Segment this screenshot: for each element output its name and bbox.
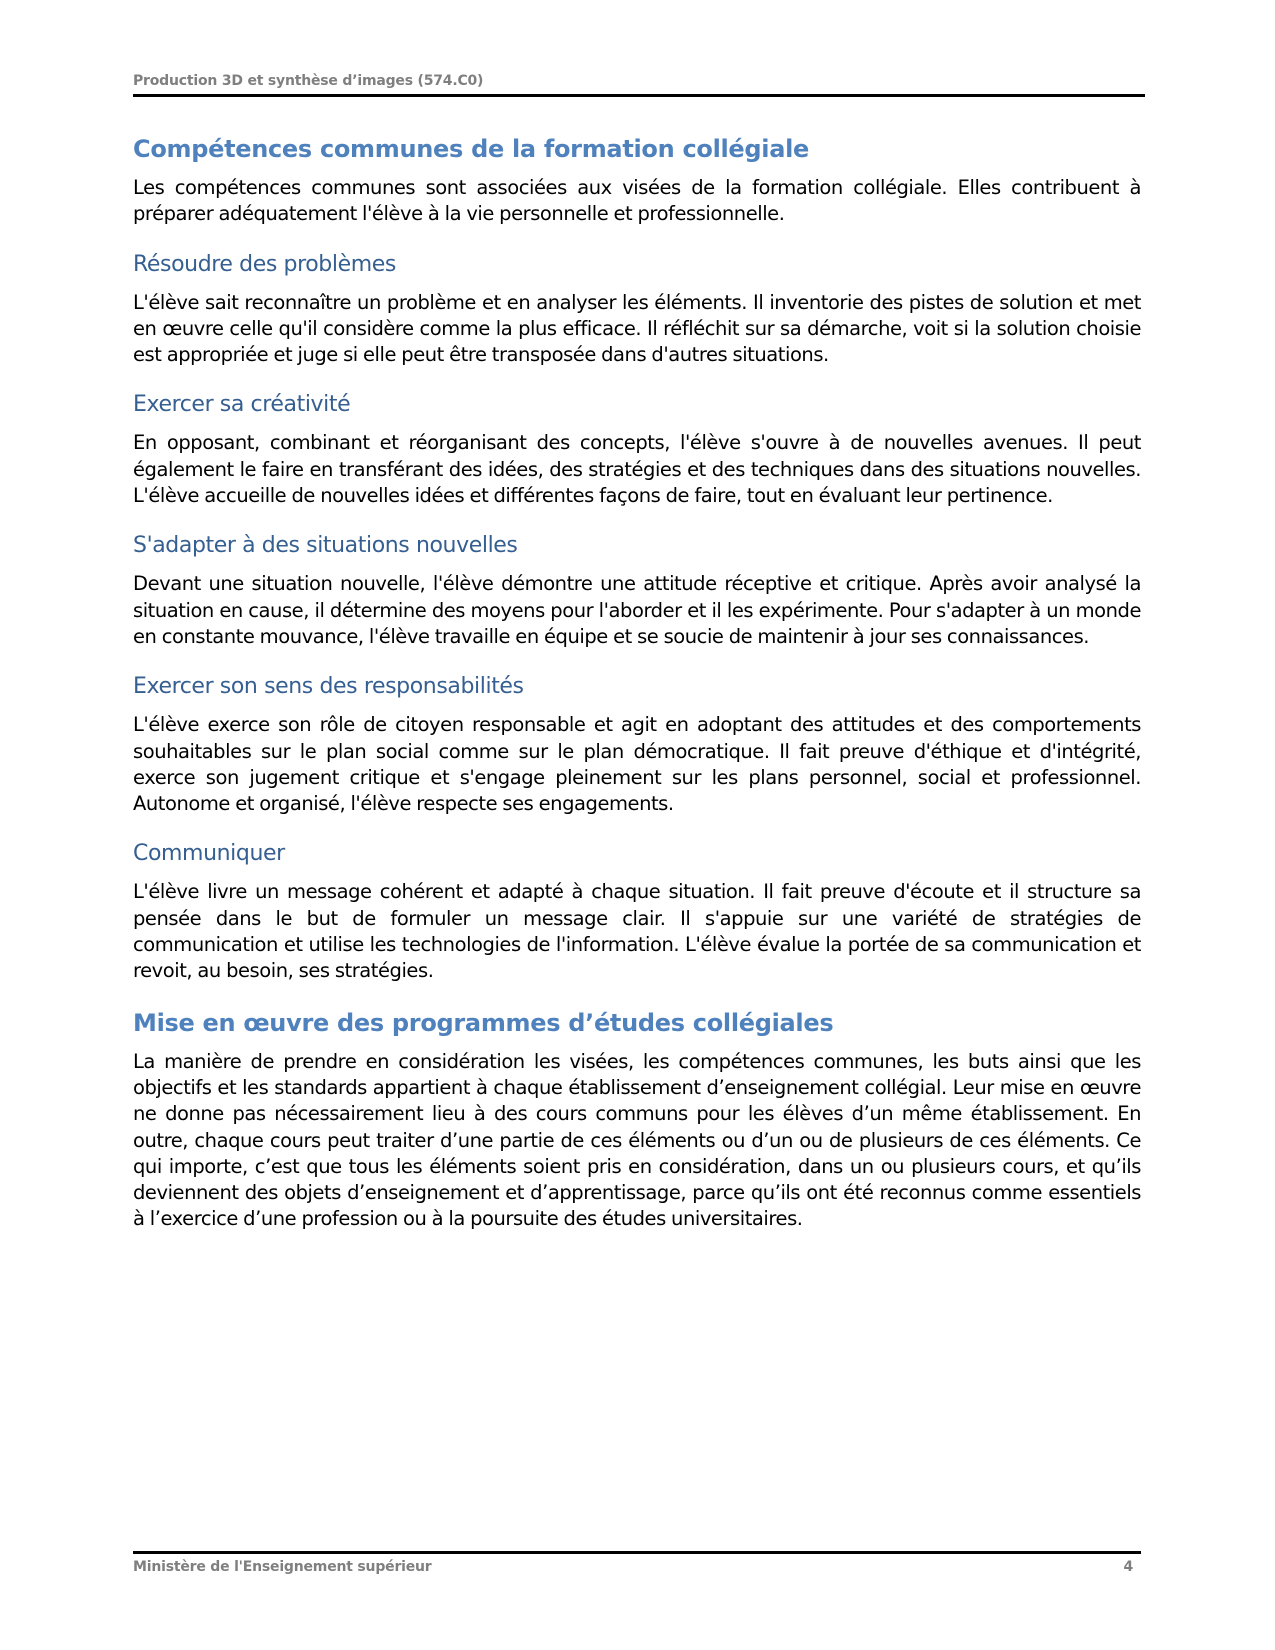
footer-rule [133,1551,1141,1554]
page-content [133,133,1141,1233]
subsection-heading: Exercer son sens des responsabilités [133,674,524,700]
subsection-creativite [133,390,1141,509]
subsection-heading: S'adapter à des situations nouvelles [133,533,518,559]
section-competences-communes [133,133,1141,985]
subsection-adapter [133,531,1141,650]
document-title: Production 3D et synthèse d’images (574.C0) [133,73,484,89]
subsection-text: En opposant, combinant et réorganisant des concepts, l'élève s'ouvre à de nouvelles avenues. Il peut également le faire en transférant des idées, des stratégies et des techniques dans des situations nouvelles. L'élève accueille de nouvelles idées et différentes façons de faire, tout en évaluant leur pertinence. [133,431,1141,508]
header-rule [133,94,1145,97]
subsection-communiquer [133,839,1141,984]
subsection-text: L'élève sait reconnaître un problème et en analyser les éléments. Il inventorie des pistes de solution et met en œuvre celle qu'il considère comme la plus efficace. Il réfléchit sur sa démarche, voit si la solution choisie est appropriée et juge si elle peut être transposée dans d'autres situations. [133,290,1141,367]
subsection-text: Devant une situation nouvelle, l'élève démontre une attitude réceptive et critique. Après avoir analysé la situation en cause, il détermine des moyens pour l'aborder et il les expérimente. Pour s'adapter à un monde en constante mouvance, l'élève travaille en équipe et se soucie de maintenir à jour ses connaissances. [133,572,1141,648]
page-footer [133,1551,1141,1575]
subsection-heading: Résoudre des problèmes [133,251,396,277]
page-number: 4 [1123,1559,1133,1575]
subsection-responsabilites [133,672,1141,817]
section-intro: La manière de prendre en considération les visées, les compétences communes, les buts ainsi que les objectifs et les standards appartient à chaque établissement d’enseignement collégial. Leur mise en œuvre ne donne pas nécessairement lieu à des cours communs pour les élèves d’un même établissement. En outre, chaque cours peut traiter d’une partie de ces éléments ou d’un ou de plusieurs de ces éléments. Ce qui importe, c’est que tous les éléments soient pris en considération, dans un ou plusieurs cours, et qu’ils deviennent des objets d’enseignement et d’apprentissage, parce qu’ils ont été reconnus comme essentiels à l’exercice d’une profession ou à la poursuite des études universitaires. [133,1049,1141,1231]
publisher-name: Ministère de l'Enseignement supérieur [133,1559,432,1575]
subsection-resoudre [133,250,1141,369]
page-header [133,73,1145,97]
subsection-heading: Exercer sa créativité [133,392,351,418]
subsection-text: L'élève exerce son rôle de citoyen responsable et agit en adoptant des attitudes et des comportements souhaitables sur le plan social comme sur le plan démocratique. Il fait preuve d'éthique et d'intégrité, exerce son jugement critique et s'engage pleinement sur les plans personnel, social et professionnel. Autonome et organisé, l'élève respecte ses engagements. [133,713,1141,816]
subsection-heading: Communiquer [133,841,285,867]
section-mise-en-oeuvre [133,1007,1141,1233]
section-intro: Les compétences communes sont associées aux visées de la formation collégiale. Elles contribuent à préparer adéquatement l'élève à la vie personnelle et professionnelle. [133,176,1141,226]
subsection-text: L'élève livre un message cohérent et adapté à chaque situation. Il fait preuve d'écoute et il structure sa pensée dans le but de formuler un message clair. Il s'appuie sur une variété de stratégies de communication et utilise les technologies de l'information. L'élève évalue la portée de sa communication et revoit, au besoin, ses stratégies. [133,880,1141,983]
section-heading: Compétences communes de la formation collégiale [133,135,810,163]
section-heading: Mise en œuvre des programmes d’études collégiales [133,1008,834,1037]
